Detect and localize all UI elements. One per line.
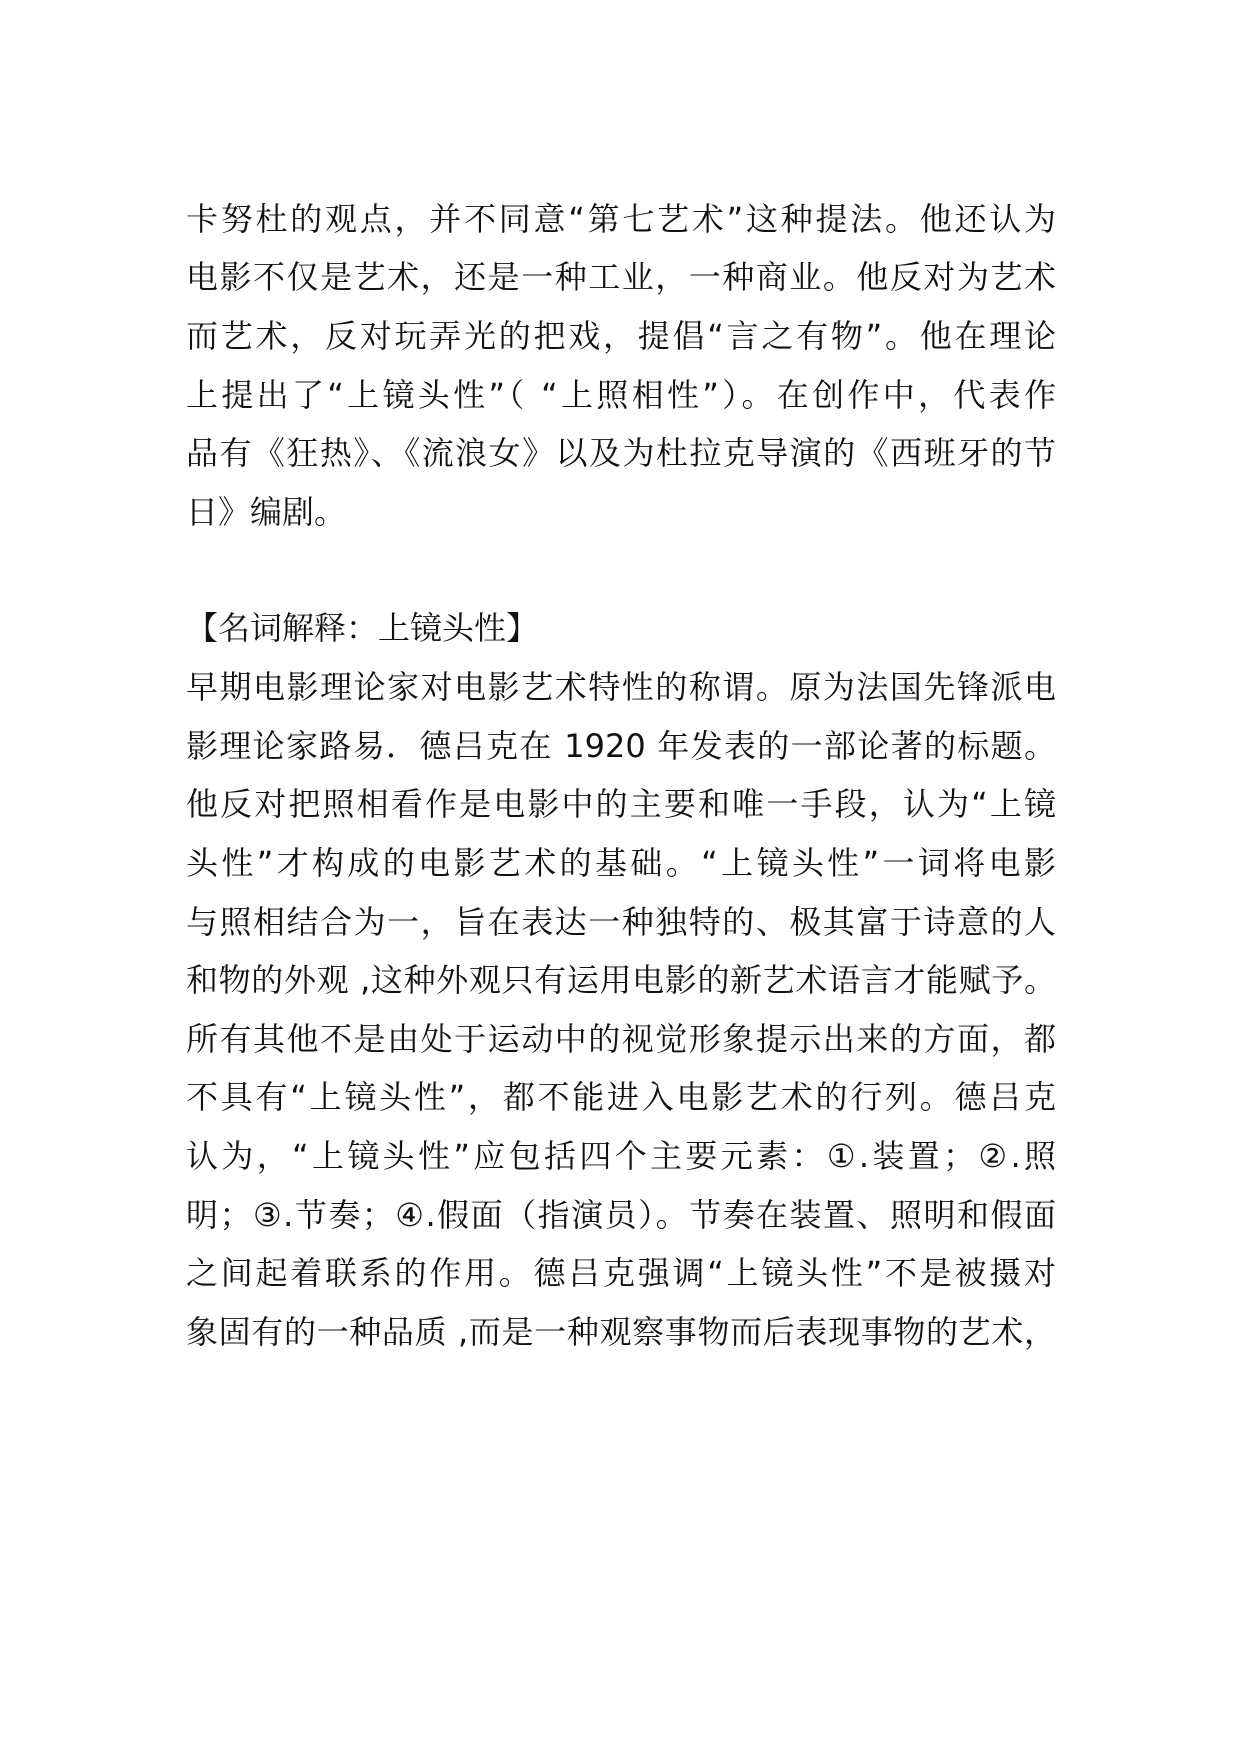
- definition-line-6: 和物的外观 ,这种外观只有运用电影的新艺术语言才能赋予。: [186, 961, 1056, 999]
- definition-line-5: 与照相结合为一，旨在表达一种独特的、极其富于诗意的人: [186, 903, 1056, 941]
- definition-line-8: 不具有“上镜头性”，都不能进入电影艺术的行列。德吕克: [186, 1078, 1056, 1116]
- definition-line-11: 之间起着联系的作用。德吕克强调“上镜头性”不是被摄对: [186, 1254, 1056, 1292]
- definition-line-2: 影理论家路易．德吕克在 1920 年发表的一部论著的标题。: [186, 727, 1056, 765]
- intro-line-5: 品有《狂热》、《流浪女》以及为杜拉克导演的《西班牙的节: [186, 434, 1056, 472]
- intro-line-4: 上提出了“上镜头性”（ “上照相性”）。在创作中，代表作: [186, 376, 1056, 414]
- definition-line-9: 认为，“上镜头性”应包括四个主要元素：①.装置；②.照: [186, 1137, 1056, 1175]
- definition-line-1: 早期电影理论家对电影艺术特性的称谓。原为法国先锋派电: [186, 668, 1056, 706]
- definition-line-10: 明；③.节奏；④.假面（指演员）。节奏在装置、照明和假面: [186, 1196, 1056, 1234]
- definition-line-4: 头性”才构成的电影艺术的基础。“上镜头性”一词将电影: [186, 844, 1056, 882]
- definition-heading: 【名词解释：上镜头性】: [186, 609, 539, 647]
- intro-line-3: 而艺术，反对玩弄光的把戏，提倡“言之有物”。他在理论: [186, 317, 1056, 355]
- intro-line-6: 日》编剧。: [186, 493, 347, 531]
- definition-line-12: 象固有的一种品质 ,而是一种观察事物而后表现事物的艺术，: [186, 1313, 1056, 1351]
- definition-line-7: 所有其他不是由处于运动中的视觉形象提示出来的方面，都: [186, 1020, 1056, 1058]
- intro-line-1: 卡努杜的观点，并不同意“第七艺术”这种提法。他还认为: [186, 200, 1056, 238]
- definition-line-3: 他反对把照相看作是电影中的主要和唯一手段，认为“上镜: [186, 785, 1056, 823]
- intro-line-2: 电影不仅是艺术，还是一种工业，一种商业。他反对为艺术: [186, 258, 1056, 296]
